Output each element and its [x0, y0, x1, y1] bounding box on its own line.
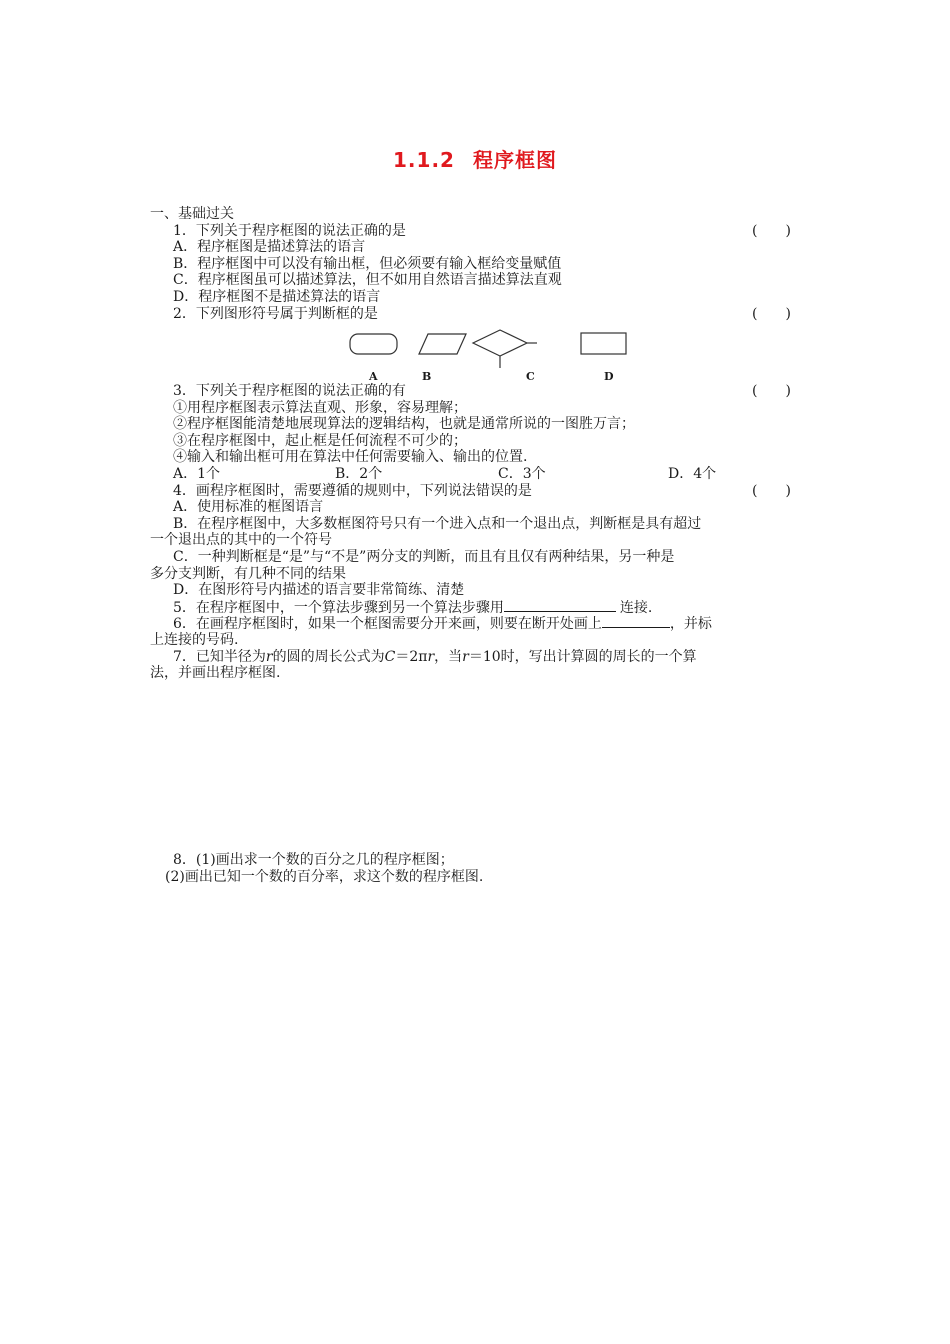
q4-option-c-line2: 多分支判断，有几种不同的结果	[150, 565, 346, 582]
q1-option-b: B．程序框图中可以没有输出框，但必须要有输入框给变量赋值	[173, 255, 562, 272]
exercise-content-cont	[150, 383, 810, 682]
exercise-content	[150, 206, 810, 322]
title-text: 程序框图	[472, 148, 557, 172]
q3-item-1: ①用程序框图表示算法直观、形象，容易理解；	[173, 399, 467, 416]
q3-choice-c: C．3个	[498, 465, 546, 482]
q3-stem: 3．下列关于程序框图的说法正确的有 ( )	[173, 383, 791, 399]
q2-answer-paren: ( )	[752, 305, 791, 322]
decision-symbol-c	[473, 330, 527, 356]
q4-option-d: D．在图形符号内描述的语言要非常简练、清楚	[173, 582, 465, 599]
q5-blank[interactable]	[504, 599, 616, 612]
title-number: 1.1.2	[393, 148, 455, 172]
exercise-content-q8	[150, 852, 810, 885]
q6-stem-line2: 上连接的号码.	[150, 631, 239, 648]
q4-stem: 4．画程序框图时，需要遵循的规则中，下列说法错误的是 ( )	[173, 482, 791, 499]
q1-answer-paren: ( )	[752, 222, 791, 239]
q7-stem-line2: 法，并画出程序框图.	[150, 665, 281, 682]
label-c: C	[526, 370, 535, 383]
q1-option-d: D．程序框图不是描述算法的语言	[173, 288, 381, 305]
q1-option-c: C．程序框图虽可以描述算法，但不如用自然语言描述算法直观	[173, 272, 562, 289]
q2-stem: 2．下列图形符号属于判断框的是 ( )	[173, 305, 791, 322]
q7-stem-line1: 7．已知半径为r的圆的周长公式为C＝2πr，当r＝10时，写出计算圆的周长的一个算	[173, 648, 697, 665]
q8-part-2: (2)画出已知一个数的百分率，求这个数的程序框图.	[165, 868, 484, 885]
q4-option-b-line1: B．在程序框图中，大多数框图符号只有一个进入点和一个退出点，判断框是具有超过	[173, 515, 702, 532]
q3-item-4: ④输入和输出框可用在算法中任何需要输入、输出的位置.	[173, 449, 528, 466]
flowchart-symbols-svg	[340, 326, 640, 372]
q6-stem-line1: 6．在画程序框图时，如果一个框图需要分开来画，则要在断开处画上 ，并标	[173, 616, 712, 633]
label-d: D	[604, 370, 614, 383]
q3-choice-d: D．4个	[668, 465, 717, 482]
q4-answer-paren: ( )	[752, 482, 791, 499]
io-symbol-b	[419, 334, 466, 354]
q3-choices	[150, 466, 810, 483]
q6-blank[interactable]	[602, 615, 670, 628]
q5-stem: 5．在程序框图中，一个算法步骤到另一个算法步骤用 连接.	[173, 599, 653, 616]
label-a: A	[369, 370, 378, 383]
terminal-symbol-a	[350, 334, 397, 354]
q1-option-a: A．程序框图是描述算法的语言	[173, 239, 366, 256]
label-b: B	[422, 370, 432, 383]
q4-option-b-line2: 一个退出点的其中的一个符号	[150, 532, 332, 549]
page-title	[0, 144, 950, 173]
q3-answer-paren: ( )	[752, 383, 791, 399]
flowchart-symbols-figure	[340, 326, 640, 388]
q3-item-3: ③在程序框图中，起止框是任何流程不可少的；	[173, 432, 467, 449]
q3-item-2: ②程序框图能清楚地展现算法的逻辑结构，也就是通常所说的一图胜万言；	[173, 416, 635, 433]
process-symbol-d	[581, 333, 626, 354]
q3-choice-b: B．2个	[335, 465, 383, 482]
q4-option-c-line1: C．一种判断框是“是”与“不是”两分支的判断，而且有且仅有两种结果，另一种是	[173, 548, 675, 565]
q3-choice-a: A．1个	[173, 465, 221, 482]
q1-stem: 1．下列关于程序框图的说法正确的是 ( )	[173, 222, 791, 239]
section-heading: 一、基础过关	[150, 206, 234, 222]
q8-part-1: 8．(1)画出求一个数的百分之几的程序框图；	[173, 852, 454, 868]
q4-option-a: A．使用标准的框图语言	[173, 499, 324, 516]
